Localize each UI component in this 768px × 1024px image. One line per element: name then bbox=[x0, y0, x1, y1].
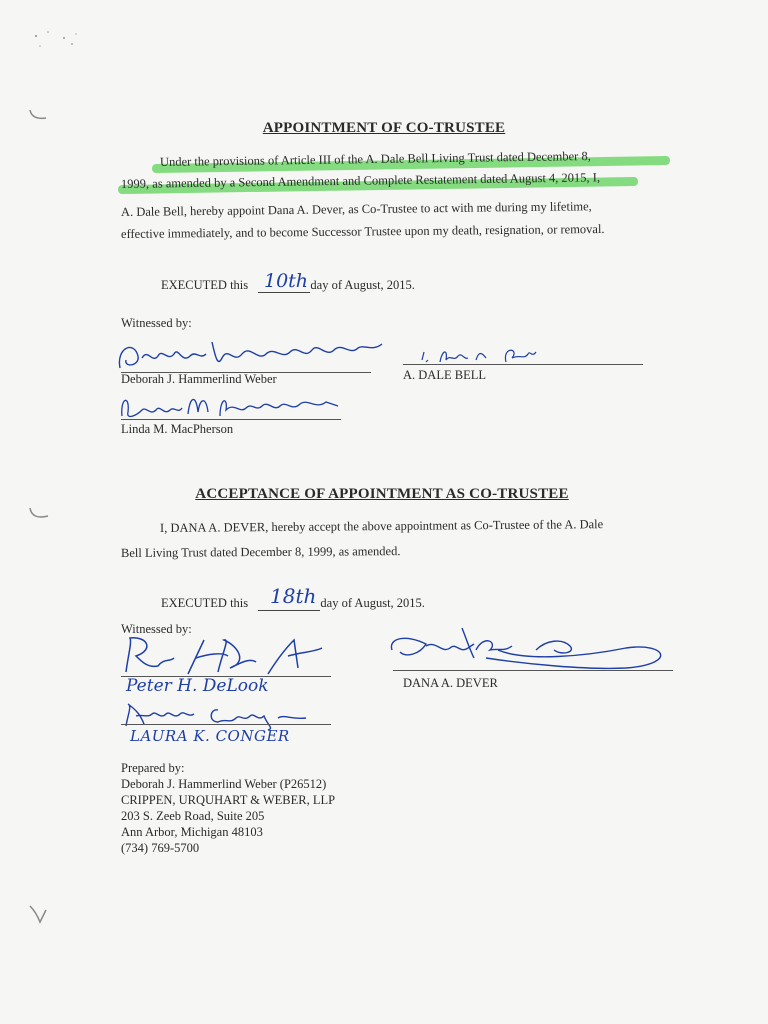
executed-suffix: day of August, 2015. bbox=[320, 596, 425, 610]
appointment-paragraph-line: Under the provisions of Article III of the A. Dale Bell Living Trust dated December 8, bbox=[159, 148, 591, 169]
appointment-title: APPOINTMENT OF CO-TRUSTEE bbox=[262, 120, 506, 136]
signature-line bbox=[121, 419, 341, 420]
acceptance-paragraph-line: Bell Living Trust dated December 8, 1999, as amended. bbox=[120, 544, 401, 560]
prepared-label: Prepared by: bbox=[121, 761, 185, 775]
witnessed-label-2: Witnessed by: bbox=[121, 622, 192, 636]
witness2-name: Linda M. MacPherson bbox=[121, 422, 234, 436]
witnessed-label: Witnessed by: bbox=[121, 316, 192, 330]
signature-line bbox=[393, 670, 673, 671]
witness-signature-deborah bbox=[112, 330, 392, 375]
appointment-paragraph-line: effective immediately, and to become Successor Trustee upon my death, resignation, or removal. bbox=[120, 221, 605, 241]
prepared-line: Deborah J. Hammerlind Weber (P26512) bbox=[121, 777, 327, 791]
witness-signature-laura bbox=[118, 700, 318, 730]
handwritten-day: 18th bbox=[270, 584, 317, 608]
executed-prefix: EXECUTED this bbox=[161, 278, 249, 292]
signature-line bbox=[403, 364, 643, 365]
signer-name-dana-dever: DANA A. DEVER bbox=[403, 676, 498, 690]
prepared-block bbox=[121, 760, 335, 856]
acceptance-title: ACCEPTANCE OF APPOINTMENT AS CO-TRUSTEE bbox=[195, 486, 569, 502]
prepared-line: (734) 769-5700 bbox=[121, 841, 200, 855]
acceptance-paragraph-line: I, DANA A. DEVER, hereby accept the above appointment as Co-Trustee of the A. Dale bbox=[159, 517, 604, 535]
signer-name-dale-bell: A. DALE BELL bbox=[403, 368, 486, 382]
executed-suffix: day of August, 2015. bbox=[310, 278, 415, 292]
punch-hole bbox=[28, 904, 52, 924]
witness-signature-peter bbox=[118, 632, 338, 682]
day-blank bbox=[258, 610, 320, 611]
handwritten-day: 10th bbox=[264, 270, 309, 292]
witness-signature-linda bbox=[116, 388, 346, 422]
scan-speck bbox=[28, 26, 88, 56]
prepared-line: CRIPPEN, URQUHART & WEBER, LLP bbox=[121, 793, 336, 807]
punch-hole bbox=[28, 504, 52, 524]
witness2-printed-name: LAURA K. CONGER bbox=[130, 727, 290, 745]
prepared-line: Ann Arbor, Michigan 48103 bbox=[121, 825, 263, 839]
prepared-line: 203 S. Zeeb Road, Suite 205 bbox=[121, 809, 265, 823]
signature-line bbox=[121, 724, 331, 725]
executed-prefix: EXECUTED this bbox=[161, 596, 249, 610]
appointment-paragraph-line: 1999, as amended by a Second Amendment and Complete Restatement dated August 4, 2015, I, bbox=[120, 170, 601, 191]
day-blank bbox=[258, 292, 310, 293]
witness1-printed-name: Peter H. DeLook bbox=[126, 676, 269, 696]
appointment-paragraph-line: A. Dale Bell, hereby appoint Dana A. Dever, as Co-Trustee to act with me during my lifetime, bbox=[120, 199, 592, 219]
witness1-name: Deborah J. Hammerlind Weber bbox=[121, 372, 277, 386]
signer-signature-dana-dever bbox=[386, 624, 676, 672]
